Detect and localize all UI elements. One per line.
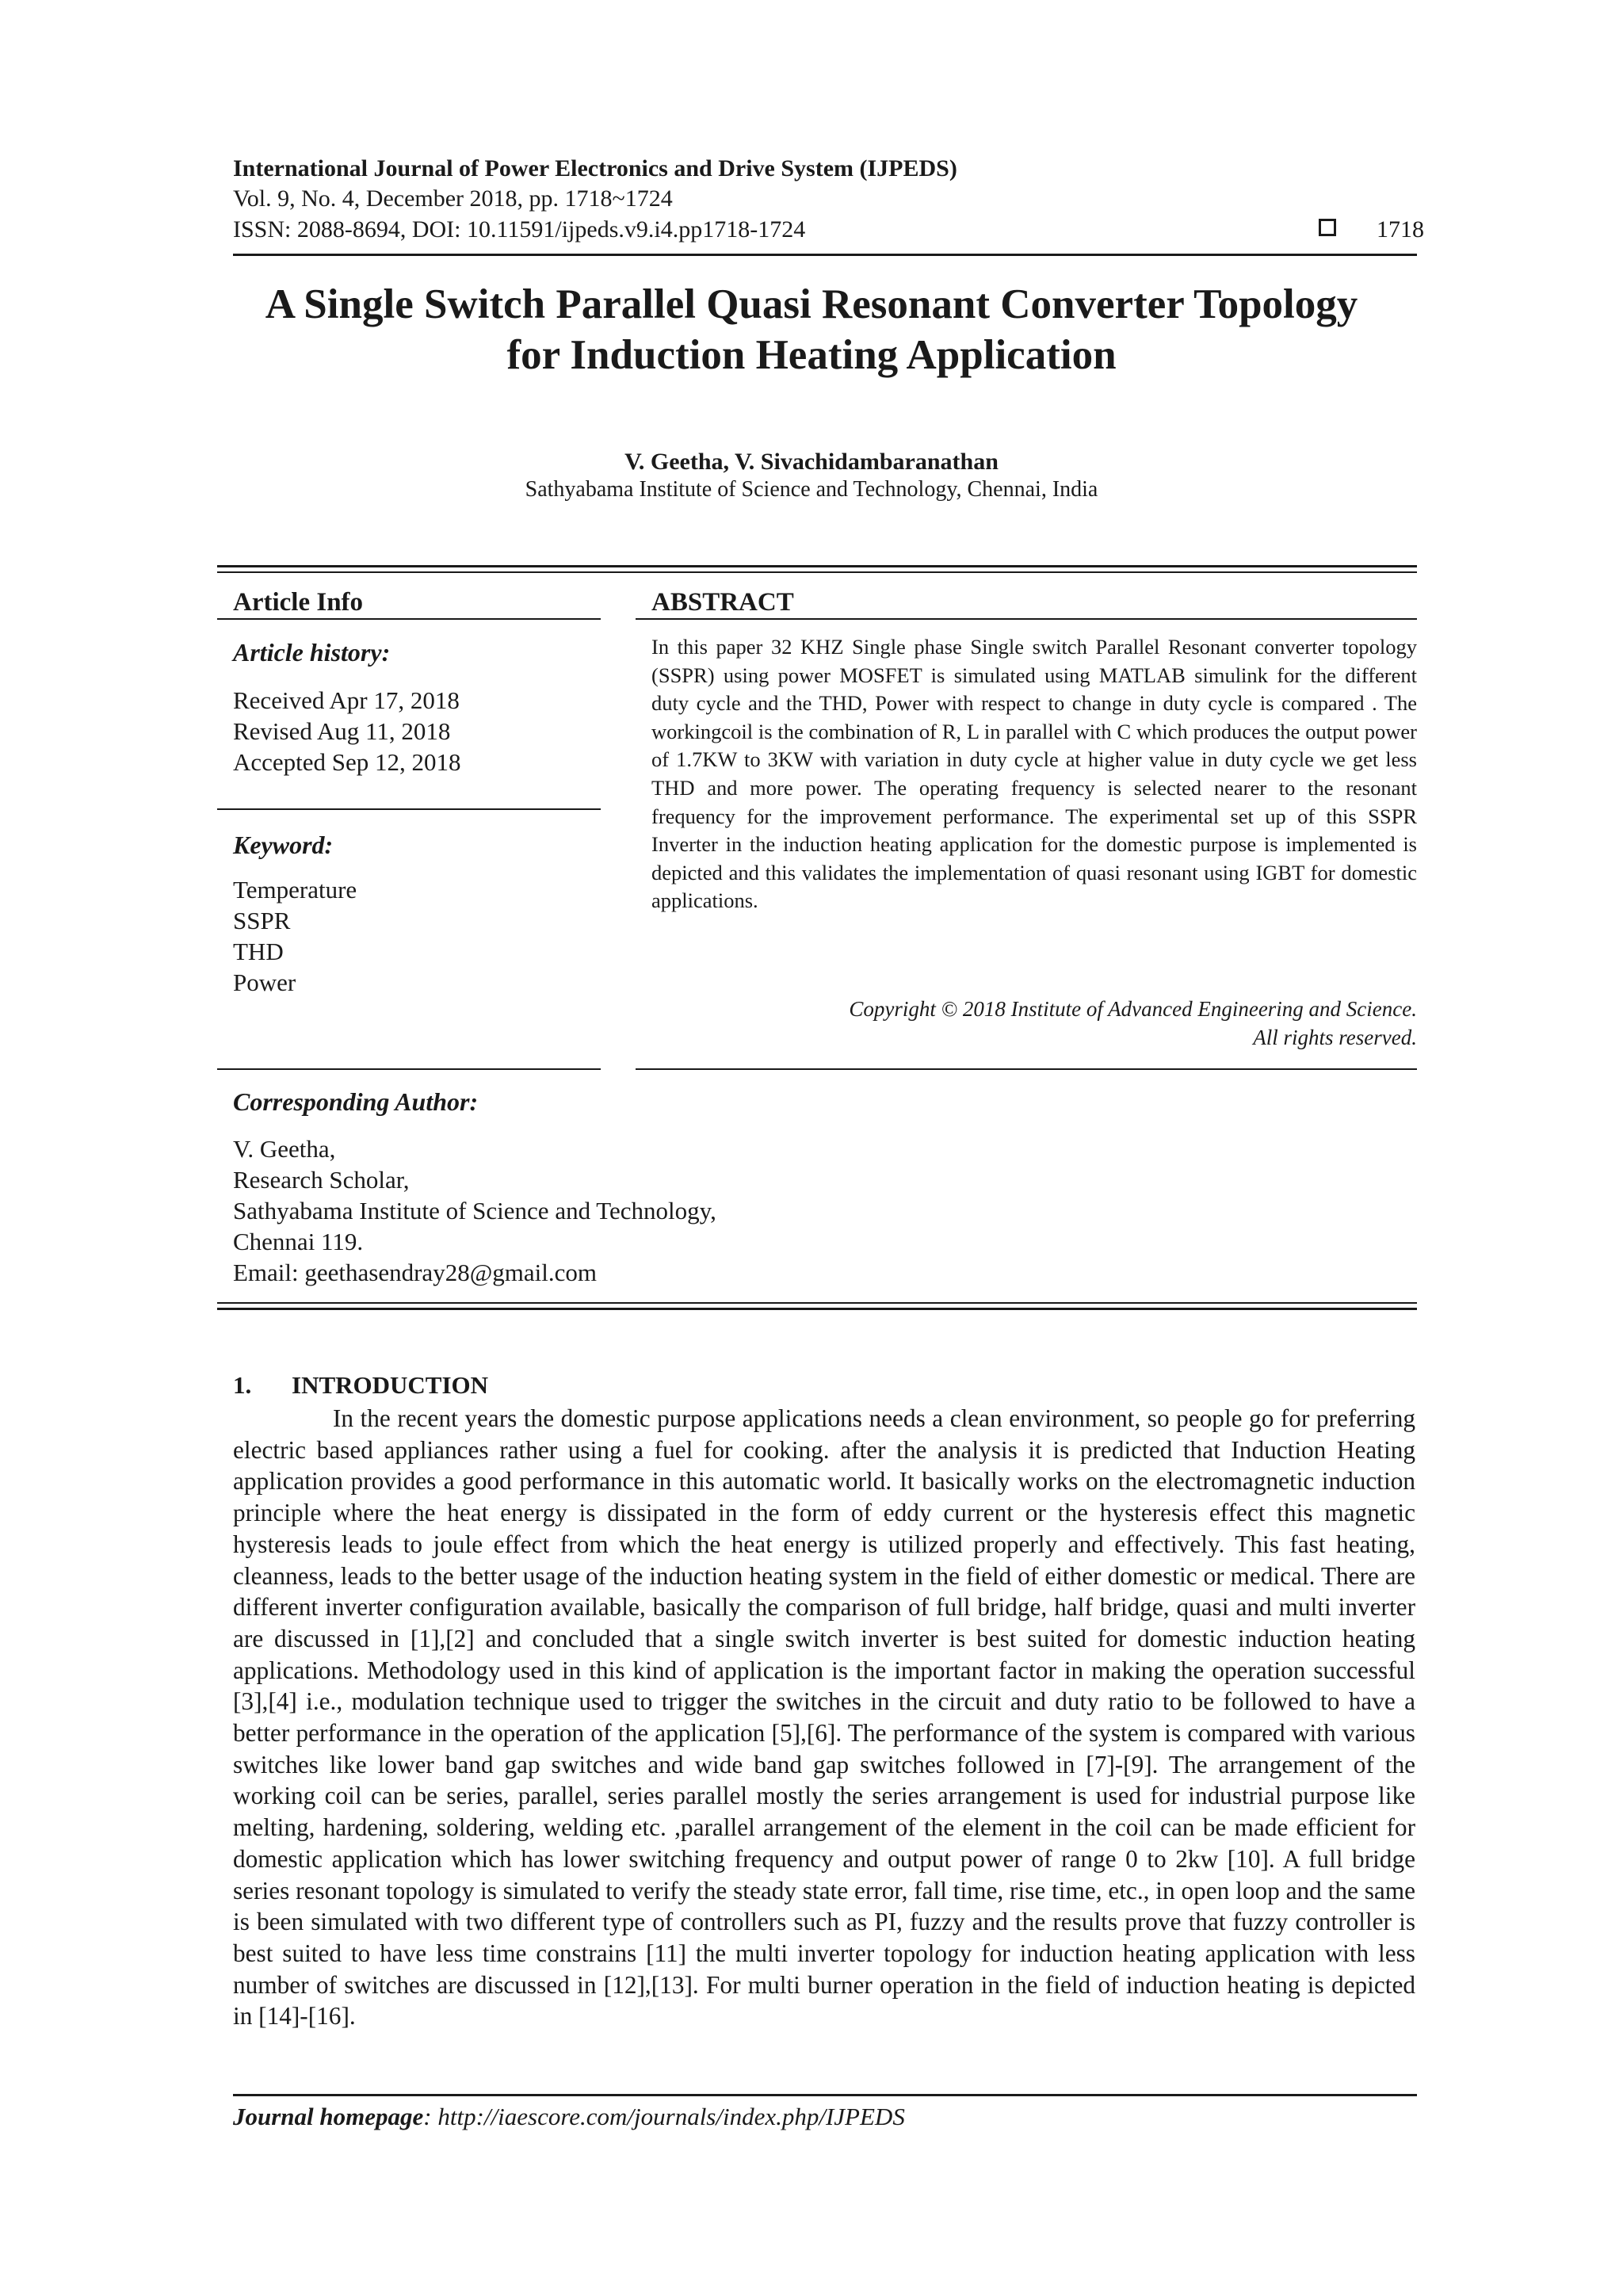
history-accepted: Accepted Sep 12, 2018 (233, 748, 461, 776)
introduction-paragraph: In the recent years the domestic purpose applications needs a clean environment, so people go for preferring electric based appliances rather using a fuel for cooking. after the analysis it is predicted that Induction Heating application provides a good performance in this automatic world. It basically works on the electromagnetic induction principle where the heat energy is dissipated in the form of eddy current or the hysteresis effect this magnetic hysteresis leads to joule effect from which the heat energy is utilized properly and effectively. This fast heating, cleanness, leads to the better usage of the induction heating system in the field of either domestic or medical. There are different inverter configuration available, basically the comparison of full bridge, half bridge, quasi and multi inverter are discussed in [1],[2] and concluded that a single switch inverter is best suited for domestic induction heating applications. Methodology used in this kind of application is the important factor in making the operation successful [3],[4] i.e., modulation technique used to trigger the switches in the circuit and duty ratio to be followed to have a better performance in the operation of the application [5],[6]. The performance of the system is compared with various switches like lower band gap switches and wide band gap switches followed in [7]-[9]. The arrangement of the working coil can be series, parallel, series parallel mostly the series arrangement is used for industrial purpose like melting, hardening, soldering, welding etc. ,parallel arrangement of the element in the coil can be made efficient for domestic application which has lower switching frequency and output power of range 0 to 2kw [10]. A full bridge series resonant topology is simulated to verify the steady state error, fall time, rise time, etc., in open loop and the same is been simulated with two different type of controllers such as PI, fuzzy and the results prove that fuzzy controller is best suited to have less time constrains [11] the multi inverter topology for induction heating application with less number of switches are discussed in [12],[13]. For multi burner operation in the field of induction heating is depicted in [14]-[16]. (233, 1404, 1415, 2030)
issn-doi-line: ISSN: 2088-8694, DOI: 10.11591/ijpeds.v9.i4.pp1718-1724 (233, 216, 806, 243)
article-info-rule (217, 618, 601, 620)
abstract-text: In this paper 32 KHZ Single phase Single switch Parallel Resonant converter topology (SSPR) using power MOSFET is simulated using MATLAB simulink for the different duty cycle and the THD, Power with respect to change in duty cycle is compared . The workingcoil is the combination of R, L in parallel with C which produces the output power of 1.7KW to 3KW with variation in duty cycle at higher value in duty cycle we get less THD and more power. The operating frequency is selected nearer to the resonant frequency for the improvement performance. The experimental set up of this SSPR Inverter in the induction heating application for the domestic purpose is implemented is depicted and this validates the implementation of quasi resonant using IGBT for domestic applications. (651, 635, 1417, 913)
keyword-item: Power (233, 968, 296, 996)
page-number: 1718 (1377, 216, 1424, 243)
affiliation: Sathyabama Institute of Science and Technology, Chennai, India (525, 477, 1098, 502)
author-list: V. Geetha, V. Sivachidambaranathan (624, 449, 999, 475)
footer-rule (233, 2094, 1417, 2096)
article-info-heading: Article Info (233, 588, 364, 617)
infobox-bottom-rule-1 (217, 1302, 1417, 1304)
history-received: Received Apr 17, 2018 (233, 686, 460, 714)
keyword-item: THD (233, 938, 284, 965)
introduction-body (233, 1403, 1415, 2032)
homepage-url[interactable]: http://iaescore.com/journals/index.php/IJPEDS (437, 2103, 905, 2130)
infobox-bottom-rule-2 (217, 1308, 1417, 1310)
infobox-top-rule-1 (217, 565, 1417, 567)
journal-homepage: Journal homepage: http://iaescore.com/journals/index.php/IJPEDS (233, 2103, 905, 2130)
corresponding-author-email: Email: geethasendray28@gmail.com (233, 1259, 597, 1286)
homepage-label: Journal homepage (233, 2103, 424, 2130)
abstract-body (651, 633, 1417, 915)
square-box-icon (1319, 219, 1336, 236)
article-info-bottom-rule (217, 1068, 601, 1070)
paper-title (198, 279, 1425, 380)
keyword-item: Temperature (233, 876, 357, 904)
keyword-item: SSPR (233, 907, 291, 934)
history-divider (217, 808, 601, 810)
header-rule (233, 254, 1417, 256)
section-number: 1. (233, 1371, 252, 1399)
copyright-line-2: All rights reserved. (1253, 1026, 1417, 1049)
keyword-heading: Keyword: (233, 831, 334, 859)
abstract-heading-rule (636, 618, 1417, 620)
article-history-heading: Article history: (233, 638, 391, 667)
volume-line: Vol. 9, No. 4, December 2018, pp. 1718~1724 (233, 185, 673, 212)
corresponding-author-city: Chennai 119. (233, 1228, 364, 1255)
corresponding-author-institute: Sathyabama Institute of Science and Technology, (233, 1197, 716, 1224)
section-title: INTRODUCTION (292, 1371, 489, 1399)
corresponding-author-name: V. Geetha, (233, 1135, 336, 1163)
journal-name: International Journal of Power Electronics and Drive System (IJPEDS) (233, 155, 957, 181)
introduction-heading (233, 1370, 488, 1401)
paper-title-line-1: A Single Switch Parallel Quasi Resonant Converter Topology (265, 281, 1358, 327)
copyright-notice (651, 995, 1417, 1052)
paper-title-line-2: for Induction Heating Application (506, 332, 1117, 378)
history-revised: Revised Aug 11, 2018 (233, 717, 451, 745)
corresponding-author-role: Research Scholar, (233, 1166, 410, 1194)
corresponding-author-heading: Corresponding Author: (233, 1087, 479, 1116)
abstract-heading: ABSTRACT (651, 588, 794, 617)
copyright-line-1: Copyright © 2018 Institute of Advanced Engineering and Science. (849, 997, 1417, 1021)
infobox-top-rule-2 (217, 571, 1417, 573)
abstract-bottom-rule (636, 1068, 1417, 1070)
